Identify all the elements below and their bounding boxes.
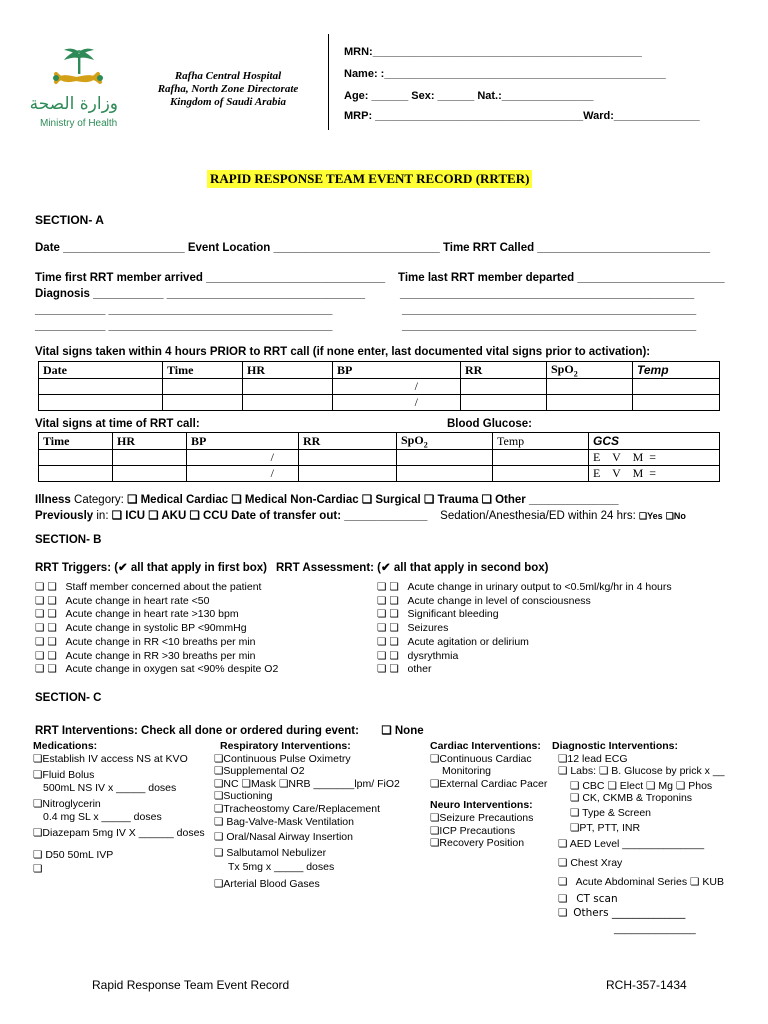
vitals-prior-row[interactable]	[39, 379, 720, 395]
age-sex-nat-field[interactable]: Age: ______ Sex: ______ Nat.:_______________	[344, 90, 594, 102]
hospital-country: Kingdom of Saudi Arabia	[169, 96, 287, 108]
checkbox[interactable]	[424, 494, 434, 506]
list-item[interactable]: ❏ Salbutamol Nebulizer	[214, 847, 400, 860]
list-item[interactable]: ❏ Diazepam 5mg IV X ______ doses	[33, 827, 205, 840]
diagnosis-line-3[interactable]: ___________ ___________________________________	[35, 320, 333, 332]
list-item[interactable]: Monitoring	[442, 765, 492, 778]
checkbox[interactable]	[690, 876, 699, 888]
checkbox[interactable]	[148, 510, 158, 522]
col-rr: RR	[299, 433, 397, 450]
list-item[interactable]: ❏ AED Level ______________	[552, 838, 725, 851]
date-location-time-row[interactable]: Date ___________________ Event Location __________________________ Time RRT Called ___________________________	[35, 242, 710, 254]
list-item[interactable]: ❏ Arterial Blood Gases	[214, 878, 400, 891]
checkbox[interactable]	[377, 622, 386, 634]
checkbox[interactable]	[646, 780, 655, 792]
checkbox[interactable]	[377, 595, 386, 607]
checkbox[interactable]	[33, 798, 42, 810]
mrp-ward-field[interactable]: MRP: __________________________________Ward:______________	[344, 110, 700, 122]
checkbox[interactable]	[35, 663, 44, 675]
checkbox[interactable]	[33, 849, 42, 861]
checkbox[interactable]	[35, 622, 44, 634]
list-item[interactable]: 500mL NS IV x _____ doses	[43, 782, 177, 794]
checkbox[interactable]	[389, 581, 398, 593]
list-item[interactable]: ❏ Chest Xray	[552, 857, 725, 870]
checkbox[interactable]	[214, 847, 223, 859]
checkbox[interactable]	[214, 803, 223, 815]
checkbox[interactable]	[389, 608, 398, 620]
date-transfer-out[interactable]: Date of transfer out: _____________	[231, 510, 428, 522]
vitals-prior-header-row	[39, 362, 720, 379]
vitals-prior-table	[38, 361, 720, 411]
opt-medical-cardiac[interactable]: Medical Cardiac	[140, 494, 229, 506]
list-item[interactable]: ❏ Continuous Pulse Oximetry	[214, 753, 400, 766]
checkbox[interactable]	[214, 765, 223, 777]
checkbox[interactable]	[558, 907, 567, 919]
list-item[interactable]: ❏ PT, PTT, INR	[552, 822, 725, 835]
checkbox[interactable]	[35, 650, 44, 662]
illness-row: Illness Category: ❏ Medical Cardiac ❏ Medical Non-Cardiac ❏ Surgical ❏ Trauma ❏ Other ______________	[35, 492, 619, 506]
checkbox[interactable]	[570, 792, 579, 804]
checkbox[interactable]	[430, 837, 439, 849]
list-item[interactable]: ❏ Seizure Precautions	[430, 812, 547, 825]
col-hr: HR	[113, 433, 187, 450]
checkbox[interactable]	[47, 581, 56, 593]
checkbox[interactable]	[47, 663, 56, 675]
gcs-cell[interactable]: E V M =	[589, 450, 720, 466]
neuro-head: Neuro Interventions:	[430, 799, 533, 812]
checkbox[interactable]	[570, 780, 579, 792]
list-item[interactable]: 0.4 mg SL x _____ doses	[43, 811, 162, 823]
previously-row: Previously in: ❏ ICU ❏ AKU ❏ CCU Date of transfer out: _____________ Sedation/Anesthesia/ED within 24 hrs: ❏ Yes ❏ No	[35, 508, 686, 522]
list-item[interactable]: ❏ External Cardiac Pacer	[430, 778, 547, 791]
header-divider	[328, 34, 329, 130]
checkbox[interactable]	[33, 827, 42, 839]
list-item[interactable]: ❏ Bag-Valve-Mask Ventilation	[214, 816, 400, 829]
bp-cell[interactable]: /	[333, 395, 461, 411]
col-gcs: GCS	[589, 433, 720, 450]
list-item[interactable]: ❏ D50 50mL IVP	[33, 849, 205, 862]
checkbox[interactable]	[362, 494, 372, 506]
checkbox[interactable]	[430, 812, 439, 824]
list-item[interactable]: ❏ Others ______________	[552, 907, 725, 920]
checkbox[interactable]	[377, 663, 386, 675]
first-member-arrived[interactable]: Time first RRT member arrived ____________________________	[35, 272, 386, 284]
opt-aku[interactable]: AKU	[161, 510, 187, 522]
checkbox[interactable]	[558, 753, 567, 765]
checkbox[interactable]	[377, 581, 386, 593]
col-bp: BP	[187, 433, 299, 450]
checkbox[interactable]	[666, 511, 674, 521]
list-item[interactable]: ❏ Tracheostomy Care/Replacement	[214, 803, 400, 816]
footer-form-code: RCH-357-1434	[606, 978, 687, 992]
checkbox[interactable]	[377, 608, 386, 620]
vitals-time-row[interactable]	[39, 450, 720, 466]
checkbox[interactable]	[430, 753, 439, 765]
checkbox[interactable]	[570, 807, 579, 819]
checkbox[interactable]	[35, 581, 44, 593]
list-item[interactable]: ❏ ❏ Acute change in oxygen sat <90% despite O2	[35, 663, 278, 677]
list-item[interactable]: ❏ NC ❏ Mask ❏ NRB _______lpm/ FiO2	[214, 778, 400, 791]
list-item[interactable]: ❏ Labs: ❏ B. Glucose by prick x __	[552, 765, 725, 778]
checkbox[interactable]	[33, 753, 42, 765]
list-item[interactable]: ❏ Supplemental O2	[214, 765, 400, 778]
list-item[interactable]: ❏ ❏ other	[377, 663, 672, 677]
opt-trauma[interactable]: Trauma	[437, 494, 479, 506]
col-hr: HR	[243, 362, 333, 379]
opt-other[interactable]: Other ______________	[495, 494, 619, 506]
checkbox[interactable]	[127, 494, 137, 506]
opt-ccu[interactable]: CCU	[203, 510, 228, 522]
opt-yes[interactable]: Yes	[647, 511, 663, 521]
blood-glucose-label[interactable]: Blood Glucose:	[447, 418, 532, 430]
col-date: Date	[39, 362, 163, 379]
list-item[interactable]: ❏ Continuous Cardiac	[430, 753, 547, 766]
vitals-time-header-row	[39, 433, 720, 450]
bp-cell[interactable]: /	[333, 379, 461, 395]
triggers-right-list	[377, 581, 672, 677]
list-item[interactable]: ❏ ❏ Acute change in urinary output to <0.5ml/kg/hr in 4 hours	[377, 581, 672, 595]
rrt-assessment-head: RRT Assessment: (✔ all that apply in second box)	[276, 562, 549, 574]
checkbox[interactable]	[639, 511, 647, 521]
list-item[interactable]: ❏ Establish IV access NS at KVO	[33, 753, 205, 766]
cardiac-neuro-column	[430, 740, 547, 850]
checkbox[interactable]	[430, 825, 439, 837]
checkbox[interactable]	[377, 650, 386, 662]
logo-english-text: Ministry of Health	[40, 118, 118, 129]
list-item[interactable]: ❏ CK, CKMB & Troponins	[552, 792, 725, 805]
checkbox[interactable]	[189, 510, 199, 522]
checkbox[interactable]	[231, 494, 241, 506]
checkbox[interactable]	[389, 663, 398, 675]
checkbox[interactable]	[599, 765, 608, 777]
page-title: RAPID RESPONSE TEAM EVENT RECORD (RRTER)	[207, 170, 532, 188]
hospital-block	[130, 70, 326, 109]
list-item[interactable]: ❏ ❏ Acute change in systolic BP <90mmHg	[35, 622, 278, 636]
hospital-name: Rafha Central Hospital	[174, 70, 282, 82]
opt-no[interactable]: No	[673, 511, 686, 521]
vitals-prior-label: Vital signs taken within 4 hours PRIOR to RRT call (if none enter, last documented vital signs prior to activation):	[35, 346, 651, 358]
col-rr: RR	[461, 362, 547, 379]
list-item[interactable]: Tx 5mg x _____ doses	[228, 861, 335, 874]
checkbox[interactable]	[558, 876, 567, 888]
checkbox[interactable]	[558, 765, 567, 777]
checkbox[interactable]	[389, 650, 398, 662]
list-item[interactable]: ❏ 12 lead ECG	[552, 753, 725, 766]
list-item[interactable]: ❏ ❏ Acute change in RR <10 breaths per min	[35, 636, 278, 650]
list-item[interactable]: ❏ Nitroglycerin	[33, 798, 205, 811]
vitals-time-label: Vital signs at time of RRT call:	[35, 418, 200, 430]
checkbox[interactable]	[35, 636, 44, 648]
medications-head: Medications:	[33, 740, 98, 752]
checkbox[interactable]	[381, 725, 391, 737]
diagnosis-line-1[interactable]: Diagnosis ___________ _______________________________	[35, 288, 365, 300]
checkbox[interactable]	[214, 816, 223, 828]
cardiac-head: Cardiac Interventions:	[430, 740, 541, 752]
diagnostic-head: Diagnostic Interventions:	[552, 740, 679, 752]
col-time: Time	[39, 433, 113, 450]
opt-surgical[interactable]: Surgical	[375, 494, 421, 506]
checkbox[interactable]	[214, 790, 223, 802]
opt-none[interactable]: None	[394, 725, 424, 737]
logo-arabic-text: وزارة الصحة	[29, 94, 118, 114]
list-item[interactable]: ❏ Suctioning	[214, 790, 400, 803]
checkbox[interactable]	[389, 595, 398, 607]
checkbox[interactable]	[47, 608, 56, 620]
checkbox[interactable]	[570, 822, 579, 834]
opt-medical-noncardiac[interactable]: Medical Non-Cardiac	[244, 494, 359, 506]
list-item[interactable]: ❏ ❏ Seizures	[377, 622, 672, 636]
col-bp: BP	[333, 362, 461, 379]
diagnosis-right-3[interactable]: ______________________________________________	[402, 320, 697, 332]
last-member-departed[interactable]: Time last RRT member departed _______________________	[398, 272, 725, 284]
checkbox[interactable]	[47, 595, 56, 607]
list-item[interactable]: ______________	[614, 923, 696, 936]
list-item[interactable]: ❏ ICP Precautions	[430, 825, 547, 838]
list-item[interactable]: ❏ ❏ Significant bleeding	[377, 608, 672, 622]
respiratory-column	[214, 740, 400, 891]
checkbox[interactable]	[35, 595, 44, 607]
checkbox[interactable]	[389, 622, 398, 634]
checkbox[interactable]	[242, 778, 251, 790]
moh-logo	[29, 46, 124, 132]
list-item[interactable]: ❏ Recovery Position	[430, 837, 547, 850]
list-item[interactable]: ❏ Fluid Bolus	[33, 769, 205, 782]
checkbox[interactable]	[35, 608, 44, 620]
diagnosis-line-2[interactable]: ___________ ___________________________________	[35, 304, 333, 316]
checkbox[interactable]	[430, 778, 439, 790]
section-c-label: SECTION- C	[35, 692, 102, 704]
checkbox[interactable]	[558, 838, 567, 850]
col-spo2: SpO$_2$	[397, 433, 493, 450]
checkbox[interactable]	[377, 636, 386, 648]
checkbox[interactable]	[214, 878, 223, 890]
list-item[interactable]: ❏ ❏ Acute change in heart rate >130 bpm	[35, 608, 278, 622]
vitals-time-row[interactable]	[39, 466, 720, 482]
list-item[interactable]: ❏ CBC ❏ Elect ❏ Mg ❏ Phos	[552, 780, 725, 793]
list-item[interactable]: ❏ ❏ Acute agitation or delirium	[377, 636, 672, 650]
palm-swords-icon	[34, 46, 124, 98]
checkbox[interactable]	[558, 893, 567, 905]
checkbox[interactable]	[676, 780, 685, 792]
list-item[interactable]: ❏ CT scan	[552, 893, 725, 906]
col-time: Time	[163, 362, 243, 379]
section-a-label: SECTION- A	[35, 213, 104, 227]
rrt-triggers-head: RRT Triggers: (✔ all that apply in first box)	[35, 562, 267, 574]
checkbox[interactable]	[482, 494, 492, 506]
checkbox[interactable]	[33, 863, 42, 875]
bp-cell[interactable]: /	[187, 450, 299, 466]
checkbox[interactable]	[47, 636, 56, 648]
checkbox[interactable]	[214, 831, 223, 843]
checkbox[interactable]	[112, 510, 122, 522]
list-item[interactable]: ❏ ❏ Acute change in level of consciousness	[377, 595, 672, 609]
list-item[interactable]: ❏ ❏ Staff member concerned about the patient	[35, 581, 278, 595]
medications-column	[33, 740, 205, 876]
checkbox[interactable]	[214, 778, 223, 790]
gcs-cell[interactable]: E V M =	[589, 466, 720, 482]
mrn-field[interactable]: MRN:____________________________________________	[344, 46, 642, 58]
diagnosis-right-1[interactable]: ______________________________________________	[400, 288, 695, 300]
bp-cell[interactable]: /	[187, 466, 299, 482]
checkbox[interactable]	[33, 769, 42, 781]
list-item[interactable]: ❏ ❏ Acute change in heart rate <50	[35, 595, 278, 609]
vitals-time-table	[38, 432, 720, 482]
list-item[interactable]	[33, 863, 205, 876]
list-item[interactable]: ❏ ❏ dysrythmia	[377, 650, 672, 664]
checkbox[interactable]	[47, 622, 56, 634]
list-item[interactable]: ❏ Type & Screen	[552, 807, 725, 820]
sedation-label: Sedation/Anesthesia/ED within 24 hrs:	[440, 510, 636, 522]
col-spo2: SpO$_2$	[547, 362, 633, 379]
checkbox[interactable]	[607, 780, 616, 792]
col-temp: Temp	[493, 433, 589, 450]
list-item[interactable]: ❏ ❏ Acute change in RR >30 breaths per min	[35, 650, 278, 664]
footer-title: Rapid Response Team Event Record	[92, 978, 290, 992]
checkbox[interactable]	[558, 857, 567, 869]
checkbox[interactable]	[279, 778, 288, 790]
diagnostic-column	[552, 740, 725, 936]
list-item[interactable]: ❏ Acute Abdominal Series ❏ KUB	[552, 876, 725, 889]
respiratory-head: Respiratory Interventions:	[220, 740, 351, 752]
name-field[interactable]: Name: :______________________________________________	[344, 68, 666, 80]
hospital-directorate: Rafha, North Zone Directorate	[157, 83, 299, 95]
section-b-label: SECTION- B	[35, 534, 102, 546]
opt-icu[interactable]: ICU	[125, 510, 146, 522]
checkbox[interactable]	[47, 650, 56, 662]
checkbox[interactable]	[389, 636, 398, 648]
interventions-head: RRT Interventions: Check all done or ordered during event: ❏ None	[35, 723, 424, 737]
diagnosis-right-2[interactable]: ______________________________________________	[402, 304, 697, 316]
col-temp: Temp	[633, 362, 720, 379]
checkbox[interactable]	[214, 753, 223, 765]
triggers-left-list	[35, 581, 278, 677]
list-item[interactable]: ❏ Oral/Nasal Airway Insertion	[214, 831, 400, 844]
vitals-prior-row[interactable]	[39, 395, 720, 411]
